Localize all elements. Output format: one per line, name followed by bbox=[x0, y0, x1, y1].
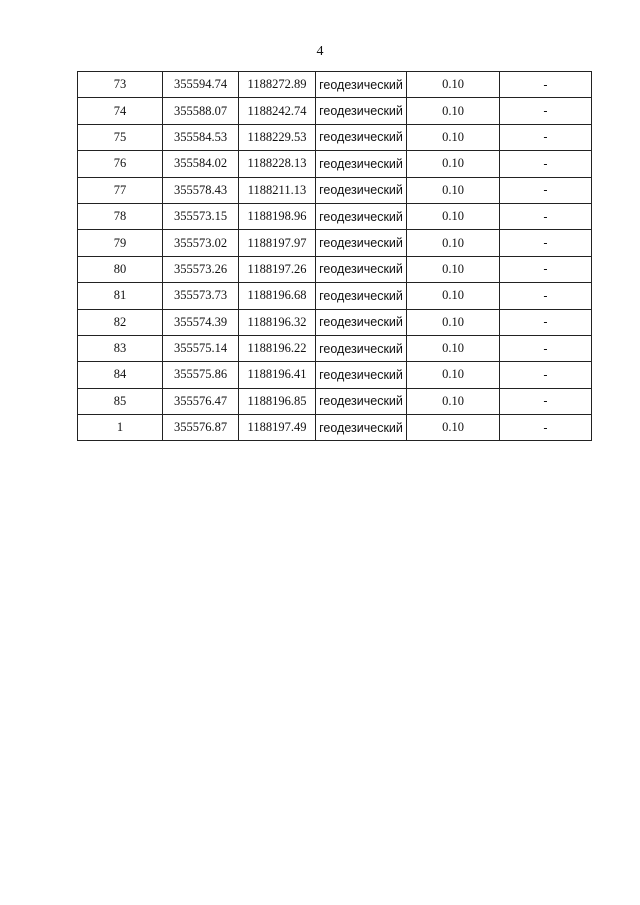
accuracy-cell: 0.10 bbox=[407, 72, 500, 98]
method-cell: геодезический bbox=[316, 203, 407, 229]
method-cell: геодезический bbox=[316, 283, 407, 309]
x-coordinate-cell: 355573.02 bbox=[163, 230, 239, 256]
table-row bbox=[78, 335, 592, 361]
x-coordinate-cell: 355575.14 bbox=[163, 335, 239, 361]
method-cell: геодезический bbox=[316, 335, 407, 361]
point-number-cell: 82 bbox=[78, 309, 163, 335]
method-cell: геодезический bbox=[316, 309, 407, 335]
note-cell: - bbox=[500, 335, 592, 361]
note-cell: - bbox=[500, 124, 592, 150]
point-number-cell: 75 bbox=[78, 124, 163, 150]
accuracy-cell: 0.10 bbox=[407, 362, 500, 388]
x-coordinate-cell: 355573.26 bbox=[163, 256, 239, 282]
note-cell: - bbox=[500, 230, 592, 256]
note-cell: - bbox=[500, 98, 592, 124]
page-number: 4 bbox=[316, 44, 324, 59]
point-number-cell: 74 bbox=[78, 98, 163, 124]
note-cell: - bbox=[500, 256, 592, 282]
point-number-cell: 76 bbox=[78, 151, 163, 177]
y-coordinate-cell: 1188196.68 bbox=[239, 283, 316, 309]
point-number-cell: 77 bbox=[78, 177, 163, 203]
x-coordinate-cell: 355575.86 bbox=[163, 362, 239, 388]
table-row bbox=[78, 72, 592, 98]
accuracy-cell: 0.10 bbox=[407, 230, 500, 256]
y-coordinate-cell: 1188196.22 bbox=[239, 335, 316, 361]
point-number-cell: 1 bbox=[78, 415, 163, 441]
point-number-cell: 73 bbox=[78, 72, 163, 98]
accuracy-cell: 0.10 bbox=[407, 388, 500, 414]
table-row bbox=[78, 124, 592, 150]
method-cell: геодезический bbox=[316, 72, 407, 98]
accuracy-cell: 0.10 bbox=[407, 415, 500, 441]
y-coordinate-cell: 1188196.85 bbox=[239, 388, 316, 414]
table-row bbox=[78, 309, 592, 335]
point-number-cell: 81 bbox=[78, 283, 163, 309]
method-cell: геодезический bbox=[316, 177, 407, 203]
x-coordinate-cell: 355573.15 bbox=[163, 203, 239, 229]
y-coordinate-cell: 1188272.89 bbox=[239, 72, 316, 98]
note-cell: - bbox=[500, 362, 592, 388]
accuracy-cell: 0.10 bbox=[407, 203, 500, 229]
accuracy-cell: 0.10 bbox=[407, 309, 500, 335]
y-coordinate-cell: 1188242.74 bbox=[239, 98, 316, 124]
y-coordinate-cell: 1188196.32 bbox=[239, 309, 316, 335]
coordinates-table-body bbox=[78, 72, 592, 441]
note-cell: - bbox=[500, 309, 592, 335]
note-cell: - bbox=[500, 203, 592, 229]
table-row bbox=[78, 256, 592, 282]
method-cell: геодезический bbox=[316, 98, 407, 124]
y-coordinate-cell: 1188196.41 bbox=[239, 362, 316, 388]
table-row bbox=[78, 177, 592, 203]
point-number-cell: 80 bbox=[78, 256, 163, 282]
method-cell: геодезический bbox=[316, 388, 407, 414]
method-cell: геодезический bbox=[316, 230, 407, 256]
accuracy-cell: 0.10 bbox=[407, 335, 500, 361]
note-cell: - bbox=[500, 415, 592, 441]
x-coordinate-cell: 355578.43 bbox=[163, 177, 239, 203]
point-number-cell: 79 bbox=[78, 230, 163, 256]
table-row bbox=[78, 283, 592, 309]
point-number-cell: 83 bbox=[78, 335, 163, 361]
x-coordinate-cell: 355594.74 bbox=[163, 72, 239, 98]
point-number-cell: 85 bbox=[78, 388, 163, 414]
table-row bbox=[78, 415, 592, 441]
y-coordinate-cell: 1188229.53 bbox=[239, 124, 316, 150]
point-number-cell: 84 bbox=[78, 362, 163, 388]
y-coordinate-cell: 1188197.97 bbox=[239, 230, 316, 256]
method-cell: геодезический bbox=[316, 151, 407, 177]
accuracy-cell: 0.10 bbox=[407, 151, 500, 177]
point-number-cell: 78 bbox=[78, 203, 163, 229]
table-row bbox=[78, 151, 592, 177]
table-row bbox=[78, 98, 592, 124]
x-coordinate-cell: 355584.02 bbox=[163, 151, 239, 177]
x-coordinate-cell: 355574.39 bbox=[163, 309, 239, 335]
x-coordinate-cell: 355588.07 bbox=[163, 98, 239, 124]
note-cell: - bbox=[500, 177, 592, 203]
note-cell: - bbox=[500, 283, 592, 309]
table-row bbox=[78, 230, 592, 256]
note-cell: - bbox=[500, 151, 592, 177]
x-coordinate-cell: 355584.53 bbox=[163, 124, 239, 150]
y-coordinate-cell: 1188197.26 bbox=[239, 256, 316, 282]
accuracy-cell: 0.10 bbox=[407, 256, 500, 282]
table-row bbox=[78, 362, 592, 388]
method-cell: геодезический bbox=[316, 362, 407, 388]
y-coordinate-cell: 1188228.13 bbox=[239, 151, 316, 177]
method-cell: геодезический bbox=[316, 124, 407, 150]
y-coordinate-cell: 1188198.96 bbox=[239, 203, 316, 229]
accuracy-cell: 0.10 bbox=[407, 283, 500, 309]
method-cell: геодезический bbox=[316, 415, 407, 441]
x-coordinate-cell: 355576.87 bbox=[163, 415, 239, 441]
table-row bbox=[78, 388, 592, 414]
accuracy-cell: 0.10 bbox=[407, 177, 500, 203]
y-coordinate-cell: 1188197.49 bbox=[239, 415, 316, 441]
x-coordinate-cell: 355573.73 bbox=[163, 283, 239, 309]
method-cell: геодезический bbox=[316, 256, 407, 282]
coordinates-table bbox=[77, 71, 592, 441]
note-cell: - bbox=[500, 72, 592, 98]
accuracy-cell: 0.10 bbox=[407, 124, 500, 150]
accuracy-cell: 0.10 bbox=[407, 98, 500, 124]
table-row bbox=[78, 203, 592, 229]
y-coordinate-cell: 1188211.13 bbox=[239, 177, 316, 203]
note-cell: - bbox=[500, 388, 592, 414]
x-coordinate-cell: 355576.47 bbox=[163, 388, 239, 414]
